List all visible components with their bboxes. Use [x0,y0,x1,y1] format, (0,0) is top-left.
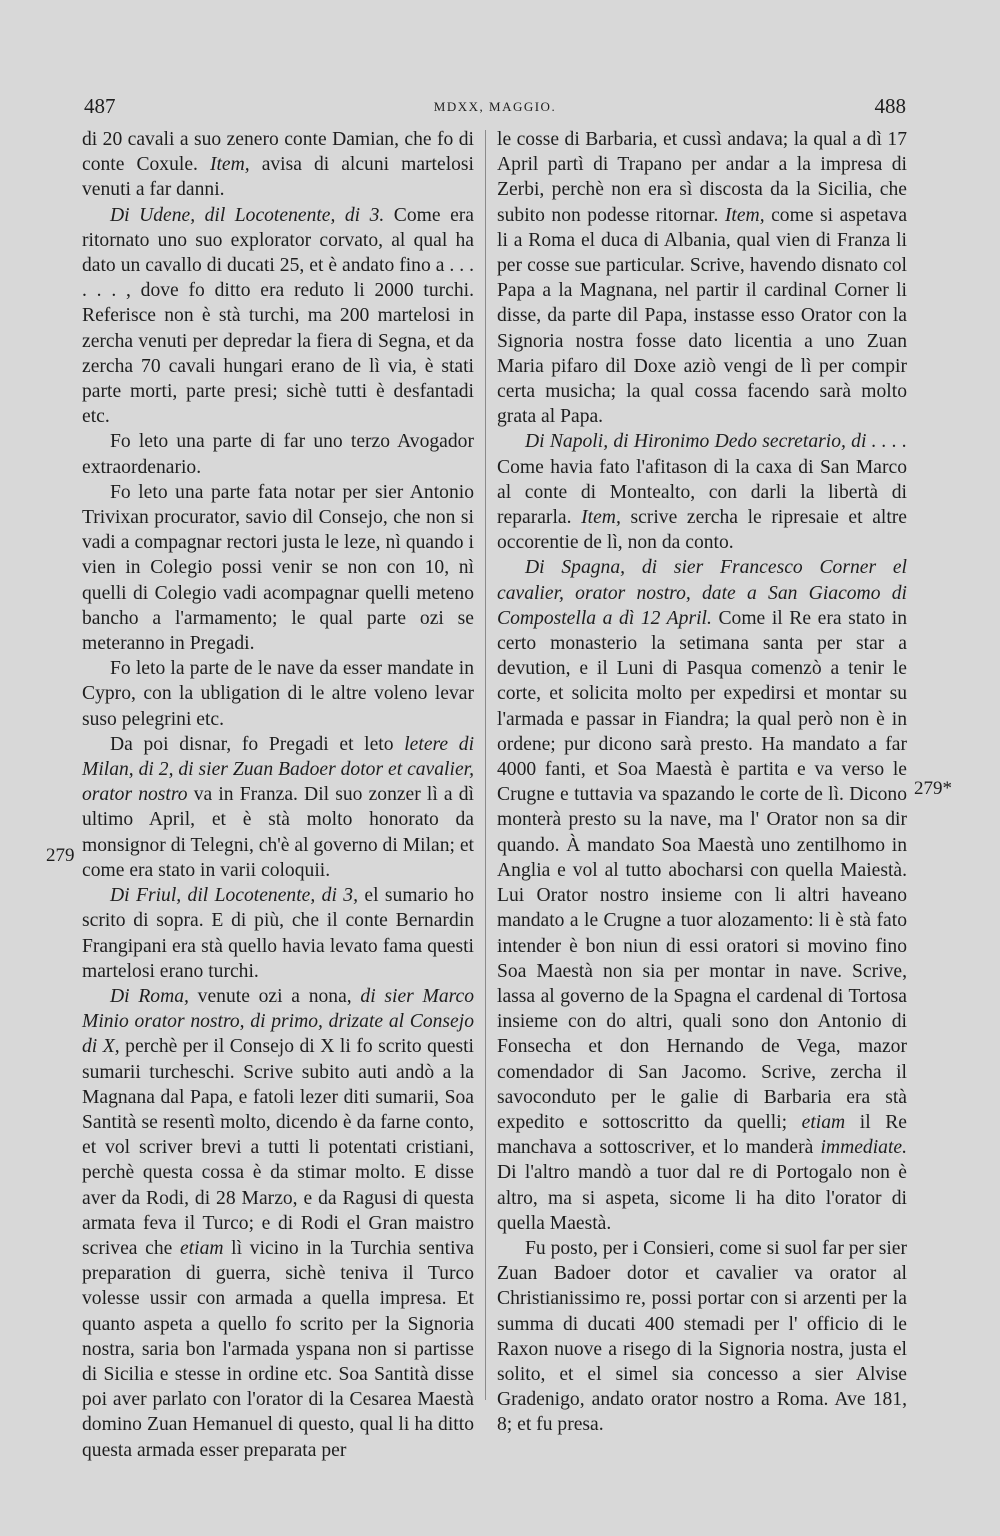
left-column [82,127,474,1463]
right-column [497,127,907,1438]
paragraph: Fo leto una parte fata notar per sier Antonio Trivixan procurator, savio dil Consejo, che non si vadi a compagnar rectori justa le leze, nì quando i vien in Colegio possi venir se non con 10, nì quelli di Colegio vadi acompagnar quelli meteno bancho a l'armamento; le qual parte ozi se meteranno in Pregadi. [82,481,474,655]
margin-note-left: 279 [46,845,75,866]
page-number-left: 487 [84,94,116,118]
paragraph: Di Udene, dil Locotenente, di 3. Come era ritornato uno suo explorator corvato, al qual ha dato un cavallo di ducati 25, et è andato fino a . . . . . . , dove fo ditto era reduto li 2000 turchi. Referisce non è stà turchi, ma 200 martelosi in zercha venuti per depredar la fiera di Segna, et da zercha 70 cavali hungari erano de lì via, è stati parte morti, parte presi; sichè tutti è desfantadi etc. [82,204,474,428]
paragraph: Da poi disnar, fo Pregadi et leto letere di Milan, di 2, di sier Zuan Badoer dotor et cavalier, orator nostro va in Franza. Dil suo zonzer lì a dì ultimo April, et è stà molto honorato da monsignor di Telegni, ch'è al governo di Milan; et come era stato in varii coloquii. [82,733,475,881]
running-title: MDXX, MAGGIO. [433,99,557,114]
column-divider [485,130,486,1400]
paragraph: Fo leto la parte de le nave da esser mandate in Cypro, con la ubligation di le altre voleno levar suso pelegrini etc. [82,658,474,730]
paragraph: le cosse di Barbaria, et cussì andava; la qual a dì 17 April partì di Trapano per andar a la impresa di Zerbi, perchè non era sì discosta da la Sicilia, che subito non podesse ritornar. Item, come si aspetava li a Roma el duca di Albania, qual vien di Franza li per cosse sue particular. Scrive, havendo disnato col Papa a la Magnana, nel partir il cardinal Corner li disse, da parte dil Papa, instasse esso Orator con la Signoria nostra fosse dato licentia a uno Zuan Maria pifaro dil Doxe aziò vengi de lì per compir certa musicha; la qual cossa facendo sarà molto grata al Papa. [497,129,908,428]
paragraph: Di Spagna, di sier Francesco Corner el cavalier, orator nostro, date a San Giacomo di Compostella a dì 12 April. Come il Re era stato in certo monasterio la setimana santa per star a devution, e il Luni di Pasqua comenzò a tenir le corte, et solicita molto per expedirsi et montar su l'armada e passar in Fiandra; la qual però non è in ordene; pur dicono sarà presto. Ha mandato a far 4000 fanti, et Soa Maestà è partita e va verso le Crugne e tuttavia va spazando le corte de lì. Dicono monterà presto su la nave, ma l' Orator non sa dir quando. À mandato Soa Maestà uno zentilhomo in Anglia e vol al tutto abocharsi con quella Maiestà. Lui Orator nostro insieme con li altri haveano mandato a le Crugne a tuor alozamento: li è stà fato intender è bon niun di essi oratori si movino fino Soa Maestà non sia per montar in nave. Scrive, lassa al governo de la Spagna el cardenal di Tortosa insieme con do altri, quali sono don Antonio di Fonsecha et don Hernando de Vega, mazor comendador di San Jacomo. Scrive, zercha il savoconduto per le galie di Barbaria era stà expedito e sottoscritto da quelli; etiam il Re manchava a sottoscriver, et lo manderà immediate. Di l'altro mandò a tuor dal re di Portogalo non è altro, ma si aspeta, sicome li ha dito l'orator di quella Maestà. [497,557,907,1234]
paragraph: Di Roma, venute ozi a nona, di sier Marco Minio orator nostro, di primo, drizate al Consejo di X, perchè per il Consejo di X li fo scrito questi sumarii turcheschi. Scrive subito auti andò a la Magnana dal Papa, e fatoli lezer diti sumarii, Soa Santità se resentì molto, dicendo è da farne conto, et vol scriver brevi a tutti li potentati cristiani, perchè questa cossa è da stimar molto. E disse aver da Rodi, di 28 Marzo, e da Ragusi di questa armata feva il Turco; e di Rodi el Gran maistro scrivea che etiam lì vicino in la Turchia sentiva preparation di guerra, sichè teniva il Turco volesse ussir con armada a quella impresa. Et quanto aspeta a quello fo scrito per la Signoria nostra, saria bon l'armada yspana non si partisse di Sicilia e stesse in ordine etc. Soa Santità disse poi aver parlato con l'orator di la Cesarea Maestà domino Zuan Hemanuel di questo, qual li ha ditto questa armada esser preparata per [82,985,475,1461]
page-header [84,94,906,124]
paragraph: di 20 cavali a suo zenero conte Damian, che fo di conte Coxule. Item, avisa di alcuni martelosi venuti a far danni. [82,129,474,201]
paragraph: Di Friul, dil Locotenente, di 3, el sumario ho scrito di sopra. E di più, che il conte Bernardin Frangipani era stà quello havia levato fama questi martelosi erano turchi. [82,885,475,982]
paragraph: Fu posto, per i Consieri, come si suol far per sier Zuan Badoer dotor et cavalier va orator al Christianissimo re, possi portar con si arzenti per la summa di ducati 400 stemadi per l' officio di le Raxon nuove a risego di la Signoria nostra, justa el solito, et el simel sia concesso a sier Alvise Gradenigo, andato orator nostro a Roma. Ave 181, 8; et fu presa. [497,1237,908,1436]
page-number-right: 488 [874,94,906,118]
paragraph: Fo leto una parte di far uno terzo Avogador extraordenario. [82,431,474,478]
margin-note-right: 279* [914,778,952,799]
paragraph: Di Napoli, di Hironimo Dedo secretario, di . . . . Come havia fato l'afitason di la caxa di San Marco al conte di Montealto, con darli la libertà di repararla. Item, scrive zercha le ripresaie et altre occorentie de lì, non da conto. [497,431,907,554]
